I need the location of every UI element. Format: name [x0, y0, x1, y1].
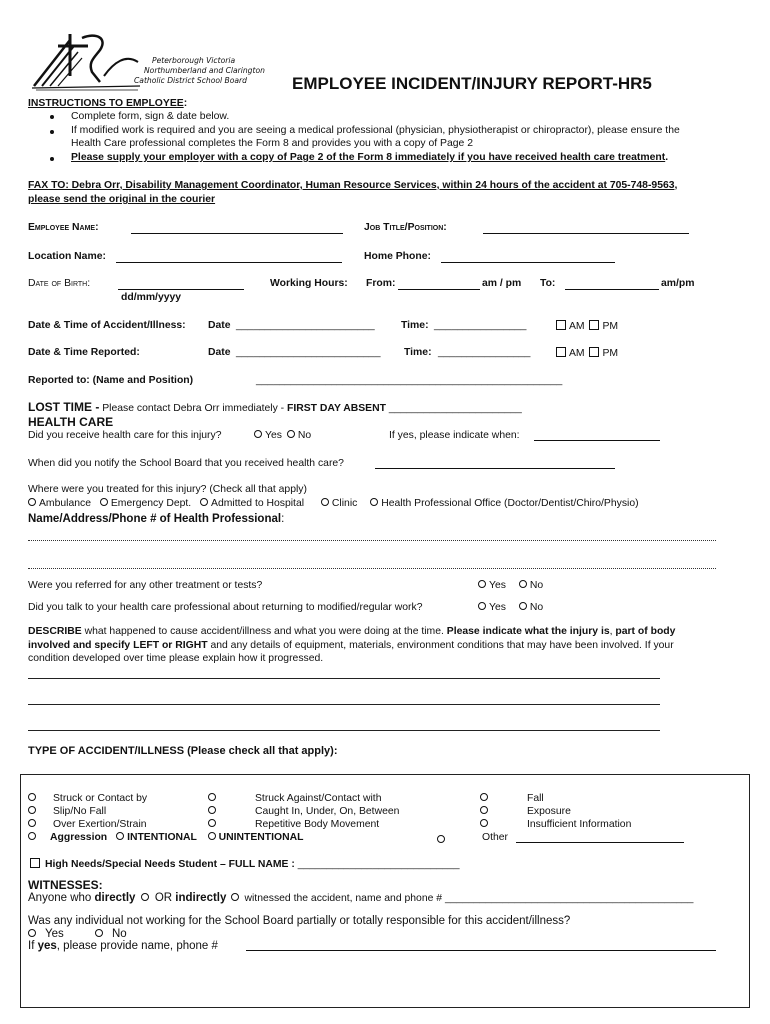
- accident-datetime-label: Date & Time of Accident/Illness:: [28, 320, 186, 331]
- health-care-no-label: No: [297, 430, 312, 441]
- instructions-heading-colon: :: [183, 98, 188, 109]
- struck-against-label: Struck Against/Contact with: [255, 793, 382, 804]
- instruction-item-2-line-1: If modified work is required and you are seeing a medical professional (physician, physiotherapist or chiropractor), please ensure the: [71, 125, 680, 136]
- aggression-label: Aggression: [50, 832, 108, 843]
- accident-type-item: [480, 818, 631, 831]
- referred-options: [478, 580, 543, 593]
- describe-answer-line-1[interactable]: [28, 678, 660, 679]
- accident-type-item: [28, 805, 147, 818]
- struck-against-checkbox[interactable]: [208, 793, 216, 801]
- referred-yes-radio[interactable]: [478, 580, 486, 588]
- aggression-row: [28, 832, 303, 845]
- exposure-label: Exposure: [527, 806, 571, 817]
- lost-time-line: [28, 400, 522, 416]
- responsible-yes-radio[interactable]: [28, 929, 36, 937]
- accident-type-col-1: [28, 792, 147, 831]
- notify-field[interactable]: [375, 458, 615, 469]
- health-care-yes-label: Yes: [265, 430, 282, 441]
- lost-time-label: LOST TIME -: [28, 400, 100, 414]
- witnesses-heading: WITNESSES:: [28, 878, 103, 892]
- accident-type-item: [480, 805, 631, 818]
- returning-options: [478, 602, 543, 615]
- accident-am-checkbox[interactable]: [556, 320, 566, 330]
- health-care-when-field[interactable]: [534, 430, 660, 441]
- provide-name-line: [28, 939, 218, 953]
- reported-am-checkbox[interactable]: [556, 347, 566, 357]
- reported-to-field[interactable]: _____________________________________________________: [256, 375, 563, 386]
- accident-type-item: [208, 805, 399, 818]
- health-care-no-radio[interactable]: [287, 430, 295, 438]
- notify-question: When did you notify the School Board that you received health care?: [28, 458, 344, 469]
- aggression-checkbox[interactable]: [28, 832, 36, 840]
- indirectly-checkbox[interactable]: [231, 893, 239, 901]
- accident-date-field[interactable]: ________________________: [236, 320, 375, 331]
- slip-checkbox[interactable]: [28, 806, 36, 814]
- job-title-label: Job Title/Position:: [364, 222, 447, 233]
- from-label: From:: [366, 278, 396, 289]
- provide-if: If: [28, 940, 38, 952]
- health-office-label: Health Professional Office (Doctor/Dentist/Chiro/Physio): [381, 498, 639, 509]
- from-am-pm: am / pm: [482, 278, 522, 289]
- health-professional-label: [28, 512, 284, 526]
- location-name-label: Location Name:: [28, 251, 106, 262]
- accident-type-item: [28, 792, 147, 805]
- accident-pm-label: PM: [602, 321, 619, 332]
- home-phone-field[interactable]: [441, 252, 615, 263]
- repetitive-checkbox[interactable]: [208, 819, 216, 827]
- slip-label: Slip/No Fall: [53, 806, 107, 817]
- health-care-heading: HEALTH CARE: [28, 415, 114, 429]
- provide-text: , please provide name, phone #: [56, 940, 218, 952]
- witnesses-or: OR: [151, 892, 176, 904]
- treatment-options: [28, 498, 639, 511]
- other-checkbox[interactable]: [437, 835, 445, 843]
- dob-format-hint: dd/mm/yyyy: [121, 292, 182, 303]
- health-professional-label-text: Name/Address/Phone # of Health Professional: [28, 513, 282, 525]
- reported-time-field[interactable]: ________________: [438, 347, 531, 358]
- location-name-field[interactable]: [116, 252, 342, 263]
- fall-checkbox[interactable]: [480, 793, 488, 801]
- responsible-no-label: No: [111, 928, 127, 940]
- instructions-heading: [28, 98, 187, 111]
- returning-question: Did you talk to your health care professional about returning to modified/regular work?: [28, 602, 423, 613]
- struck-by-label: Struck or Contact by: [53, 793, 148, 804]
- high-needs-row: [30, 858, 460, 872]
- employee-name-field[interactable]: [131, 223, 343, 234]
- job-title-field[interactable]: [483, 223, 689, 234]
- describe-bold-1: Please indicate what the injury is: [446, 626, 610, 637]
- describe-line-2-bold: involved and specify LEFT or RIGHT: [28, 640, 208, 651]
- health-professional-label-colon: :: [281, 513, 285, 525]
- reported-datetime-label: Date & Time Reported:: [28, 347, 140, 358]
- school-board-logo-icon: [30, 32, 142, 92]
- describe-bold-2: part of body: [615, 626, 676, 637]
- health-care-received-question: Did you receive health care for this injury?: [28, 430, 222, 441]
- working-to-field[interactable]: [565, 279, 659, 290]
- admitted-checkbox[interactable]: [200, 498, 208, 506]
- health-professional-line-1[interactable]: [28, 540, 716, 541]
- first-day-absent-field[interactable]: _______________________: [385, 403, 522, 414]
- instruction-item-2-line-2: Health Care professional completes the Form 8 and provides you with a copy of Page 2: [71, 138, 473, 149]
- working-hours-label: Working Hours:: [270, 278, 348, 289]
- provide-yes: yes: [37, 940, 57, 952]
- describe-line-1: [28, 626, 675, 639]
- referred-yes-label: Yes: [489, 580, 506, 591]
- bullet-icon: [50, 130, 54, 134]
- high-needs-checkbox[interactable]: [30, 858, 40, 868]
- reported-time-label: Time:: [404, 347, 432, 358]
- describe-lead: DESCRIBE: [28, 626, 82, 637]
- ambulance-checkbox[interactable]: [28, 498, 36, 506]
- health-care-received-options: [254, 430, 311, 443]
- clinic-checkbox[interactable]: [321, 498, 329, 506]
- org-name-line-1: Peterborough Victoria: [152, 56, 236, 65]
- reported-date-label: Date: [208, 347, 231, 358]
- accident-date-label: Date: [208, 320, 231, 331]
- accident-type-col-2: [208, 792, 399, 831]
- referred-no-radio[interactable]: [519, 580, 527, 588]
- accident-type-item: [208, 792, 399, 805]
- returning-no-label: No: [529, 602, 544, 613]
- to-am-pm: am/pm: [661, 278, 695, 289]
- accident-pm-checkbox[interactable]: [589, 320, 599, 330]
- emergency-label: Emergency Dept.: [110, 498, 192, 509]
- provide-name-field[interactable]: [246, 940, 716, 951]
- other-field[interactable]: [516, 832, 684, 843]
- fax-line-2: please send the original in the courier: [28, 194, 216, 205]
- admitted-label: Admitted to Hospital: [211, 498, 305, 509]
- health-professional-line-2[interactable]: [28, 568, 716, 569]
- accident-type-heading: TYPE OF ACCIDENT/ILLNESS (Please check all that apply):: [28, 745, 338, 757]
- referred-question: Were you referred for any other treatment or tests?: [28, 580, 263, 591]
- emergency-checkbox[interactable]: [100, 498, 108, 506]
- unintentional-radio[interactable]: [208, 832, 216, 840]
- accident-am-label: AM: [569, 321, 585, 332]
- reported-pm-label: PM: [602, 348, 619, 359]
- repetitive-label: Repetitive Body Movement: [255, 819, 380, 830]
- first-day-absent-label: FIRST DAY ABSENT: [287, 403, 386, 414]
- instructions-heading-text: INSTRUCTIONS TO EMPLOYEE: [28, 98, 184, 109]
- describe-text-2: ,: [609, 626, 616, 637]
- org-name-line-2: Northumberland and Clarington: [144, 65, 265, 75]
- over-exertion-label: Over Exertion/Strain: [53, 819, 147, 830]
- bullet-icon: [50, 115, 54, 119]
- org-name: [134, 56, 265, 86]
- returning-yes-radio[interactable]: [478, 602, 486, 610]
- struck-by-checkbox[interactable]: [28, 793, 36, 801]
- accident-type-item: [208, 818, 399, 831]
- returning-yes-label: Yes: [489, 602, 506, 613]
- insufficient-info-label: Insufficient Information: [527, 819, 632, 830]
- home-phone-label: Home Phone:: [364, 251, 431, 262]
- caught-in-label: Caught In, Under, On, Between: [255, 806, 400, 817]
- describe-answer-line-2[interactable]: [28, 704, 660, 705]
- accident-type-item: [28, 818, 147, 831]
- responsible-yes-label: Yes: [45, 928, 64, 940]
- unintentional-label: UNINTENTIONAL: [218, 832, 304, 843]
- fax-line-1: FAX TO: Debra Orr, Disability Management Coordinator, Human Resource Services, within 24 hours of the accident at 705-748-9563,: [28, 180, 678, 191]
- returning-no-radio[interactable]: [519, 602, 527, 610]
- form-title: EMPLOYEE INCIDENT/INJURY REPORT-HR5: [292, 74, 652, 93]
- accident-time-field[interactable]: ________________: [434, 320, 527, 331]
- witnesses-line: [28, 891, 693, 906]
- instruction-item-3-end: .: [665, 152, 669, 163]
- reported-date-field[interactable]: _________________________: [236, 347, 381, 358]
- other-label: Other: [482, 832, 508, 843]
- ambulance-label: Ambulance: [39, 498, 91, 509]
- org-name-line-3: Catholic District School Board: [134, 75, 247, 85]
- reported-pm-checkbox[interactable]: [589, 347, 599, 357]
- responsible-question: Was any individual not working for the School Board partially or totally responsible for this accident/illness?: [28, 915, 571, 927]
- instruction-item-3-text: Please supply your employer with a copy of Page 2 of the Form 8 immediately if you have received health care treatment: [71, 152, 666, 163]
- insufficient-info-checkbox[interactable]: [480, 819, 488, 827]
- directly-checkbox[interactable]: [141, 893, 149, 901]
- describe-line-3: condition developed over time please explain how it progressed.: [28, 653, 324, 664]
- caught-in-checkbox[interactable]: [208, 806, 216, 814]
- employee-name-label: Employee Name:: [28, 222, 99, 233]
- accident-type-item: [480, 792, 631, 805]
- reported-am-label: AM: [569, 348, 585, 359]
- referred-no-label: No: [529, 580, 544, 591]
- high-needs-field[interactable]: ____________________________: [294, 859, 460, 870]
- to-label: To:: [540, 278, 556, 289]
- accident-type-col-3: [480, 792, 631, 831]
- accident-am-pm-options: [556, 320, 618, 334]
- responsible-no-radio[interactable]: [95, 929, 103, 937]
- witnesses-text-start: Anyone who: [28, 892, 95, 904]
- exposure-checkbox[interactable]: [480, 806, 488, 814]
- health-care-yes-radio[interactable]: [254, 430, 262, 438]
- intentional-label: INTENTIONAL: [127, 832, 197, 843]
- describe-text-1: what happened to cause accident/illness and what you were doing at the time.: [81, 626, 447, 637]
- reported-am-pm-options: [556, 347, 618, 361]
- lost-time-text: Please contact Debra Orr immediately -: [99, 403, 288, 414]
- witnesses-directly: directly: [94, 892, 136, 904]
- describe-line-2-text: and any details of equipment, materials, environment conditions that may have been involved. If your: [207, 640, 674, 651]
- treated-where-question: Where were you treated for this injury? (Check all that apply): [28, 484, 307, 495]
- reported-to-label: Reported to: (Name and Position): [28, 375, 194, 386]
- accident-time-label: Time:: [401, 320, 429, 331]
- high-needs-label: High Needs/Special Needs Student – FULL NAME :: [45, 859, 295, 870]
- health-care-when-question: If yes, please indicate when:: [389, 430, 520, 441]
- describe-answer-line-3[interactable]: [28, 730, 660, 731]
- intentional-radio[interactable]: [116, 832, 124, 840]
- describe-line-2: [28, 640, 674, 653]
- clinic-label: Clinic: [331, 498, 358, 509]
- date-of-birth-label: Date of Birth:: [28, 278, 91, 289]
- working-from-field[interactable]: [398, 279, 480, 290]
- instruction-item-1: Complete form, sign & date below.: [71, 111, 230, 122]
- fall-label: Fall: [527, 793, 544, 804]
- witnesses-field[interactable]: ___________________________________________: [442, 893, 694, 904]
- health-office-checkbox[interactable]: [370, 498, 378, 506]
- bullet-icon: [50, 157, 54, 161]
- witnesses-indirectly: indirectly: [175, 892, 227, 904]
- witnesses-text-end: witnessed the accident, name and phone #: [241, 893, 443, 904]
- over-exertion-checkbox[interactable]: [28, 819, 36, 827]
- date-of-birth-field[interactable]: [118, 279, 244, 290]
- instruction-item-3: [71, 152, 668, 165]
